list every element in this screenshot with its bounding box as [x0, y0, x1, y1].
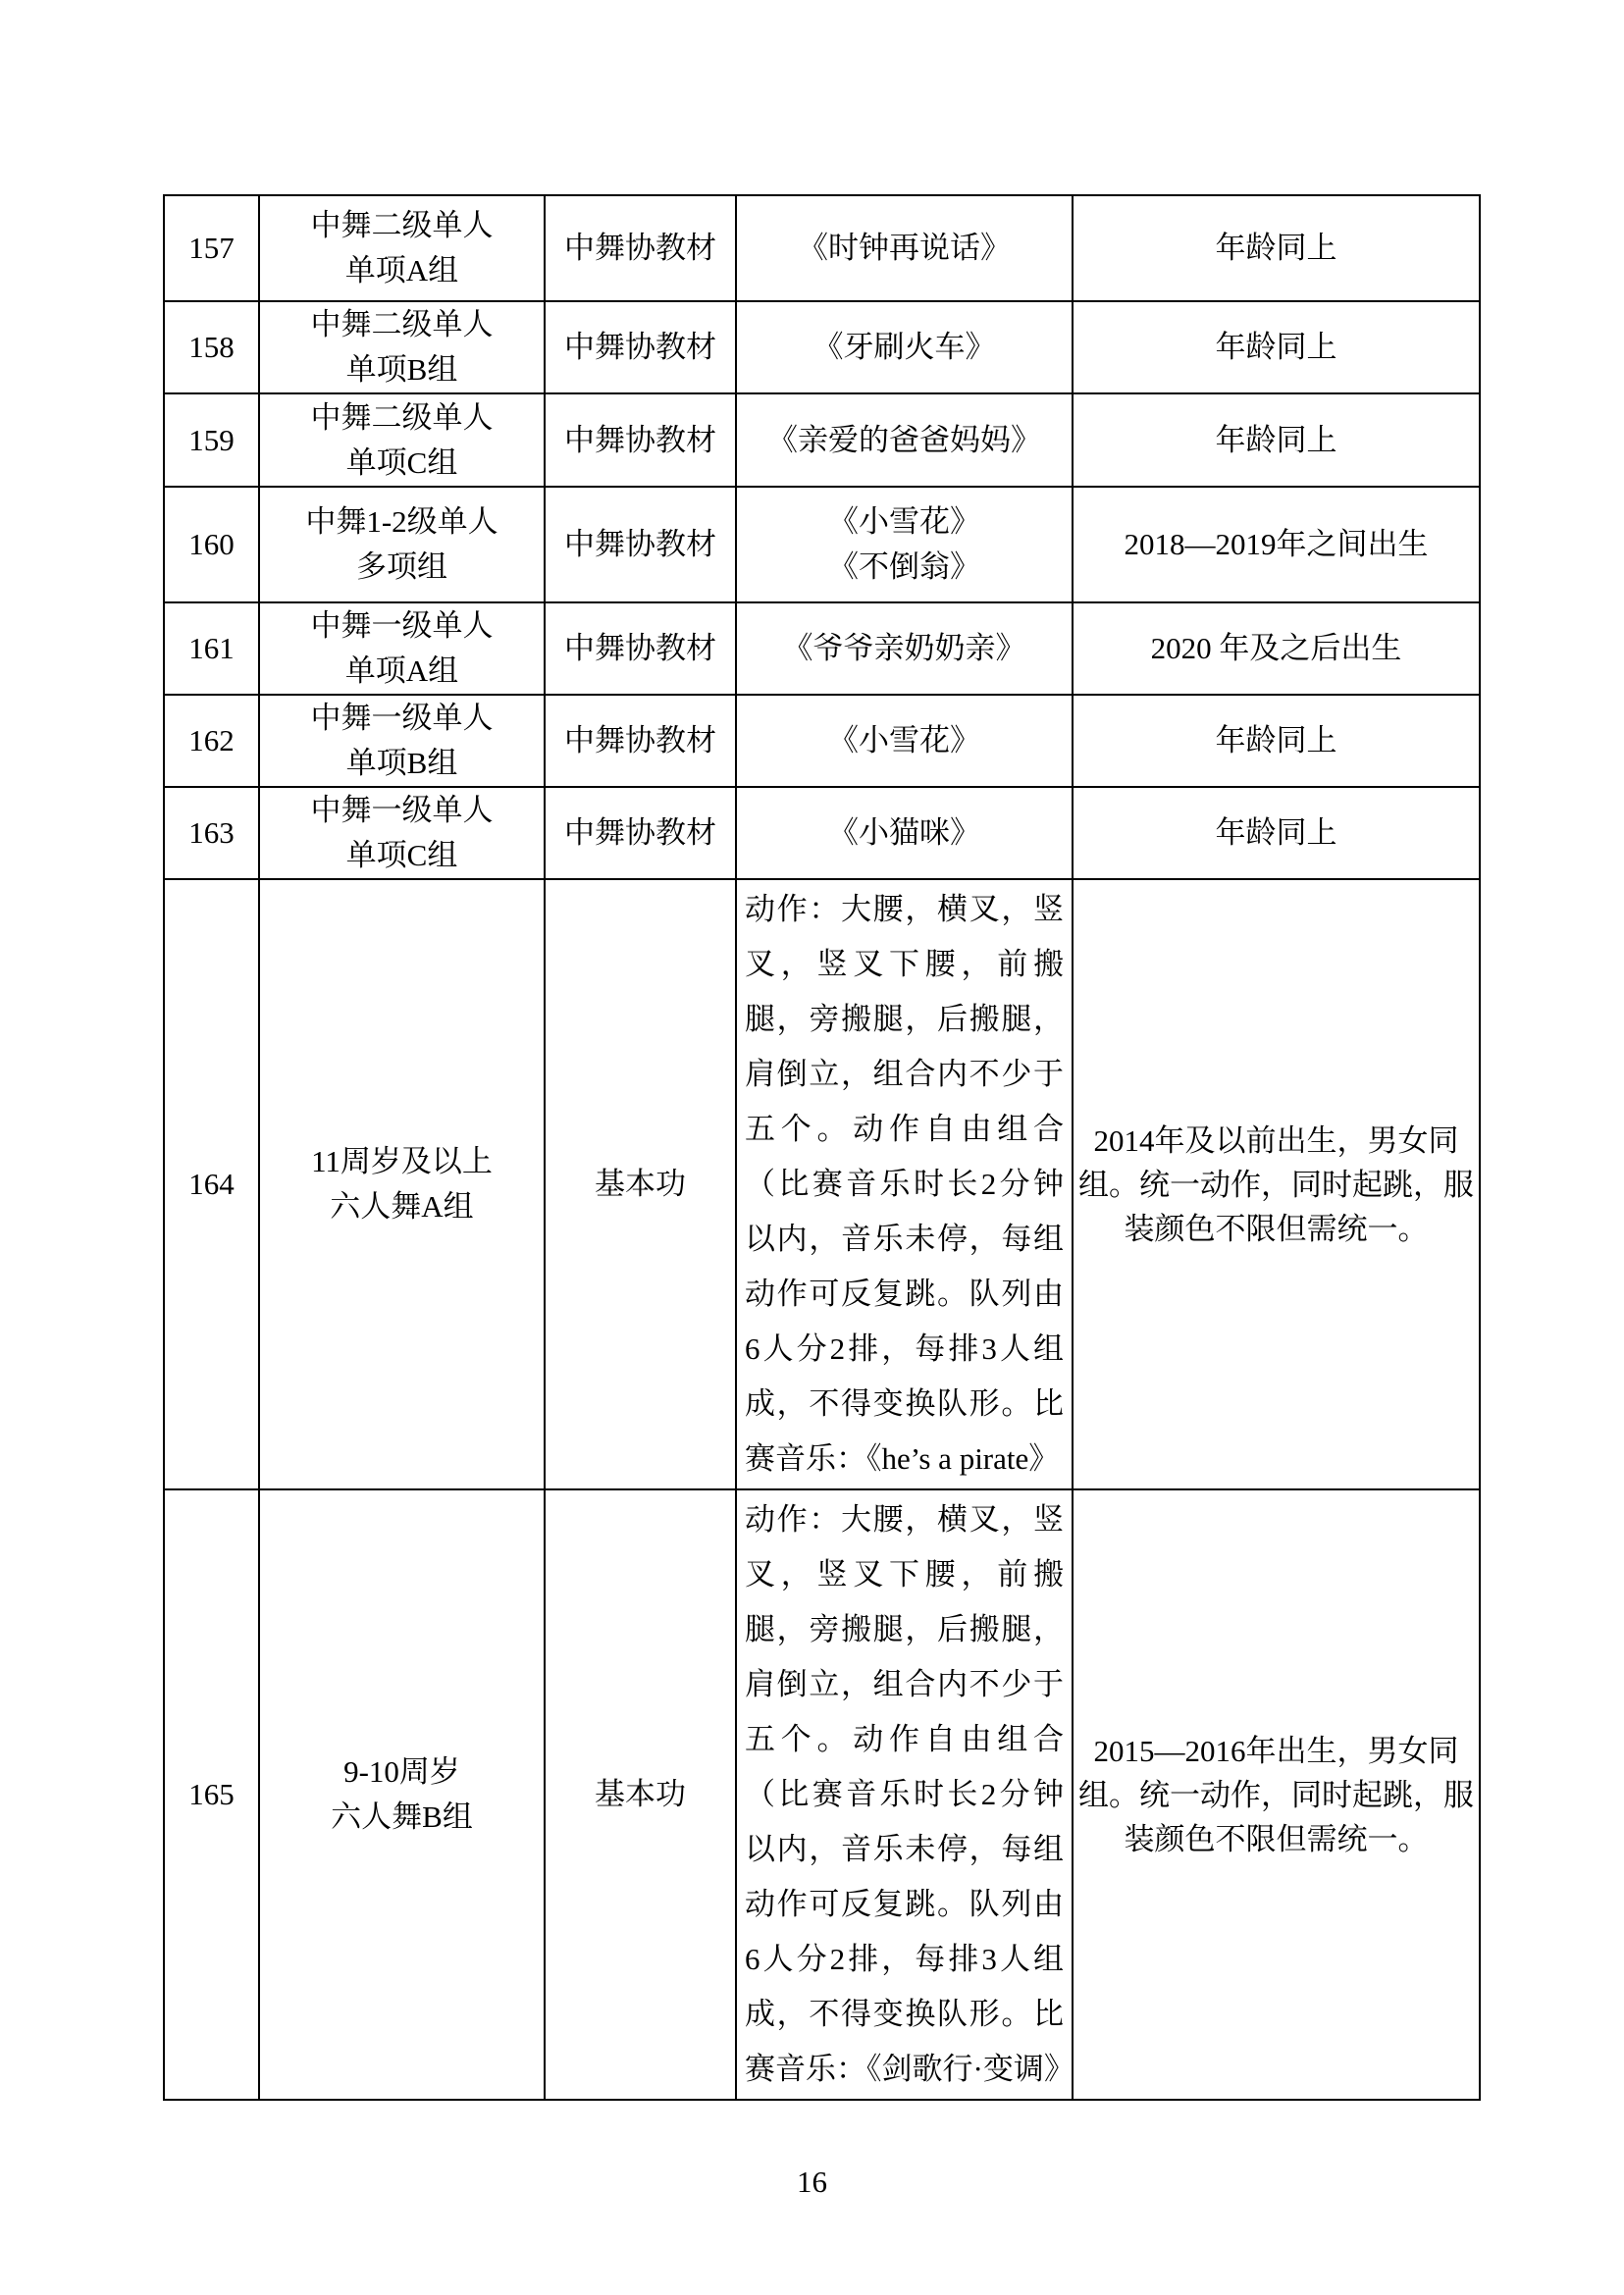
cell-line: 161 [188, 631, 235, 665]
cell-age [1073, 602, 1480, 695]
cell-line: 164 [188, 1167, 235, 1201]
cell-line: 中舞协教材 [564, 422, 716, 457]
cell-piece [736, 487, 1073, 602]
cell-line: 年龄同上 [1215, 723, 1337, 757]
cell-line: 动作：大腰，横叉，竖叉，竖叉下腰，前搬腿，旁搬腿，后搬腿，肩倒立，组合内不少于五个。动作自由组合（比赛音乐时长2分钟以内，音乐未停，每组动作可反复跳。队列由6人分2排，每排3人组成，不得变换队形。比赛音乐：《剑歌行·变调》 [745, 1502, 1074, 2086]
cell-line: 中舞1-2级单人 [305, 504, 498, 539]
cell-line: 《小雪花》 [828, 504, 980, 539]
cell-material [545, 393, 736, 487]
cell-line: 《时钟再说话》 [798, 231, 1011, 265]
cell-number [164, 195, 259, 301]
table-row [164, 879, 1480, 1489]
cell-line: 《不倒翁》 [828, 549, 980, 584]
cell-line: 165 [188, 1777, 235, 1811]
cell-piece [736, 602, 1073, 695]
cell-line: 多项组 [356, 549, 447, 584]
cell-line: 单项A组 [344, 253, 459, 287]
cell-number [164, 602, 259, 695]
cell-line: 11周岁及以上 [311, 1144, 493, 1178]
cell-group [259, 787, 545, 879]
page-number: 16 [797, 2165, 827, 2199]
table-row [164, 393, 1480, 487]
cell-line: 中舞一级单人 [310, 608, 494, 643]
cell-piece [736, 1489, 1073, 2100]
cell-age [1073, 1489, 1480, 2100]
table-body [164, 195, 1480, 2100]
cell-line: 单项B组 [345, 746, 458, 780]
cell-line: 2018—2019年之间出生 [1124, 527, 1429, 561]
cell-line: 中舞协教材 [564, 815, 716, 850]
cell-number [164, 879, 259, 1489]
cell-line: 动作：大腰，横叉，竖叉，竖叉下腰，前搬腿，旁搬腿，后搬腿，肩倒立，组合内不少于五个。动作自由组合（比赛音乐时长2分钟以内，音乐未停，每组动作可反复跳。队列由6人分2排，每排3人组成，不得变换队形。比赛音乐：《he’s a pirate》 [745, 892, 1064, 1476]
cell-line: 中舞协教材 [564, 723, 716, 757]
cell-line: 2015—2016年出生，男女同组。统一动作，同时起跳，服装颜色不限但需统一。 [1078, 1733, 1474, 1856]
cell-number [164, 301, 259, 393]
cell-number [164, 787, 259, 879]
cell-line: 159 [188, 422, 235, 457]
table-row [164, 195, 1480, 301]
cell-line: 中舞协教材 [564, 330, 716, 364]
cell-age [1073, 487, 1480, 602]
cell-number [164, 1489, 259, 2100]
cell-piece [736, 695, 1073, 787]
cell-line: 9-10周岁 [343, 1754, 460, 1789]
cell-material [545, 695, 736, 787]
cell-material [545, 1489, 736, 2100]
cell-group [259, 301, 545, 393]
cell-line: 单项C组 [345, 444, 458, 480]
cell-group [259, 487, 545, 602]
cell-material [545, 301, 736, 393]
cell-line: 2020 年及之后出生 [1150, 631, 1402, 665]
cell-line: 单项B组 [345, 352, 458, 387]
cell-piece [736, 301, 1073, 393]
cell-line: 中舞二级单人 [310, 307, 494, 341]
cell-line: 年龄同上 [1215, 231, 1337, 265]
cell-piece [736, 879, 1073, 1489]
cell-line: 六人舞A组 [330, 1189, 474, 1224]
cell-material [545, 195, 736, 301]
cell-group [259, 879, 545, 1489]
cell-group [259, 1489, 545, 2100]
cell-line: 年龄同上 [1215, 815, 1337, 850]
cell-group [259, 393, 545, 487]
cell-line: 中舞协教材 [564, 631, 716, 665]
cell-age [1073, 879, 1480, 1489]
cell-age [1073, 787, 1480, 879]
cell-line: 单项C组 [345, 838, 458, 872]
cell-line: 158 [188, 330, 235, 364]
cell-line: 基本功 [595, 1777, 686, 1811]
competition-table [163, 194, 1481, 2101]
cell-age [1073, 301, 1480, 393]
cell-line: 《亲爱的爸爸妈妈》 [767, 422, 1041, 457]
cell-line: 160 [188, 527, 235, 561]
cell-line: 《爷爷亲奶奶亲》 [782, 631, 1026, 665]
cell-line: 单项A组 [344, 653, 459, 688]
cell-line: 年龄同上 [1215, 422, 1337, 457]
cell-group [259, 602, 545, 695]
cell-material [545, 602, 736, 695]
cell-group [259, 695, 545, 787]
table-row [164, 487, 1480, 602]
cell-piece [736, 787, 1073, 879]
cell-line: 六人舞B组 [331, 1799, 473, 1834]
table-row [164, 1489, 1480, 2100]
table-row [164, 695, 1480, 787]
cell-line: 中舞协教材 [564, 231, 716, 265]
cell-line: 中舞协教材 [564, 527, 716, 561]
cell-number [164, 393, 259, 487]
cell-line: 157 [188, 231, 235, 265]
cell-line: 《小猫咪》 [828, 815, 980, 850]
cell-piece [736, 195, 1073, 301]
cell-line: 基本功 [595, 1167, 686, 1201]
cell-age [1073, 393, 1480, 487]
cell-material [545, 787, 736, 879]
cell-line: 中舞二级单人 [310, 399, 494, 435]
cell-line: 中舞二级单人 [310, 208, 494, 242]
cell-line: 《牙刷火车》 [812, 330, 996, 364]
cell-material [545, 879, 736, 1489]
cell-material [545, 487, 736, 602]
cell-line: 162 [188, 723, 235, 757]
cell-line: 2014年及以前出生，男女同组。统一动作，同时起跳，服装颜色不限但需统一。 [1078, 1122, 1474, 1246]
cell-age [1073, 195, 1480, 301]
table-row [164, 301, 1480, 393]
cell-number [164, 487, 259, 602]
cell-line: 年龄同上 [1215, 330, 1337, 364]
cell-piece [736, 393, 1073, 487]
cell-number [164, 695, 259, 787]
cell-age [1073, 695, 1480, 787]
cell-line: 163 [188, 815, 235, 850]
cell-line: 中舞一级单人 [310, 793, 494, 827]
table-row [164, 602, 1480, 695]
cell-group [259, 195, 545, 301]
cell-line: 《小雪花》 [828, 723, 980, 757]
cell-line: 中舞一级单人 [310, 701, 494, 735]
table-row [164, 787, 1480, 879]
